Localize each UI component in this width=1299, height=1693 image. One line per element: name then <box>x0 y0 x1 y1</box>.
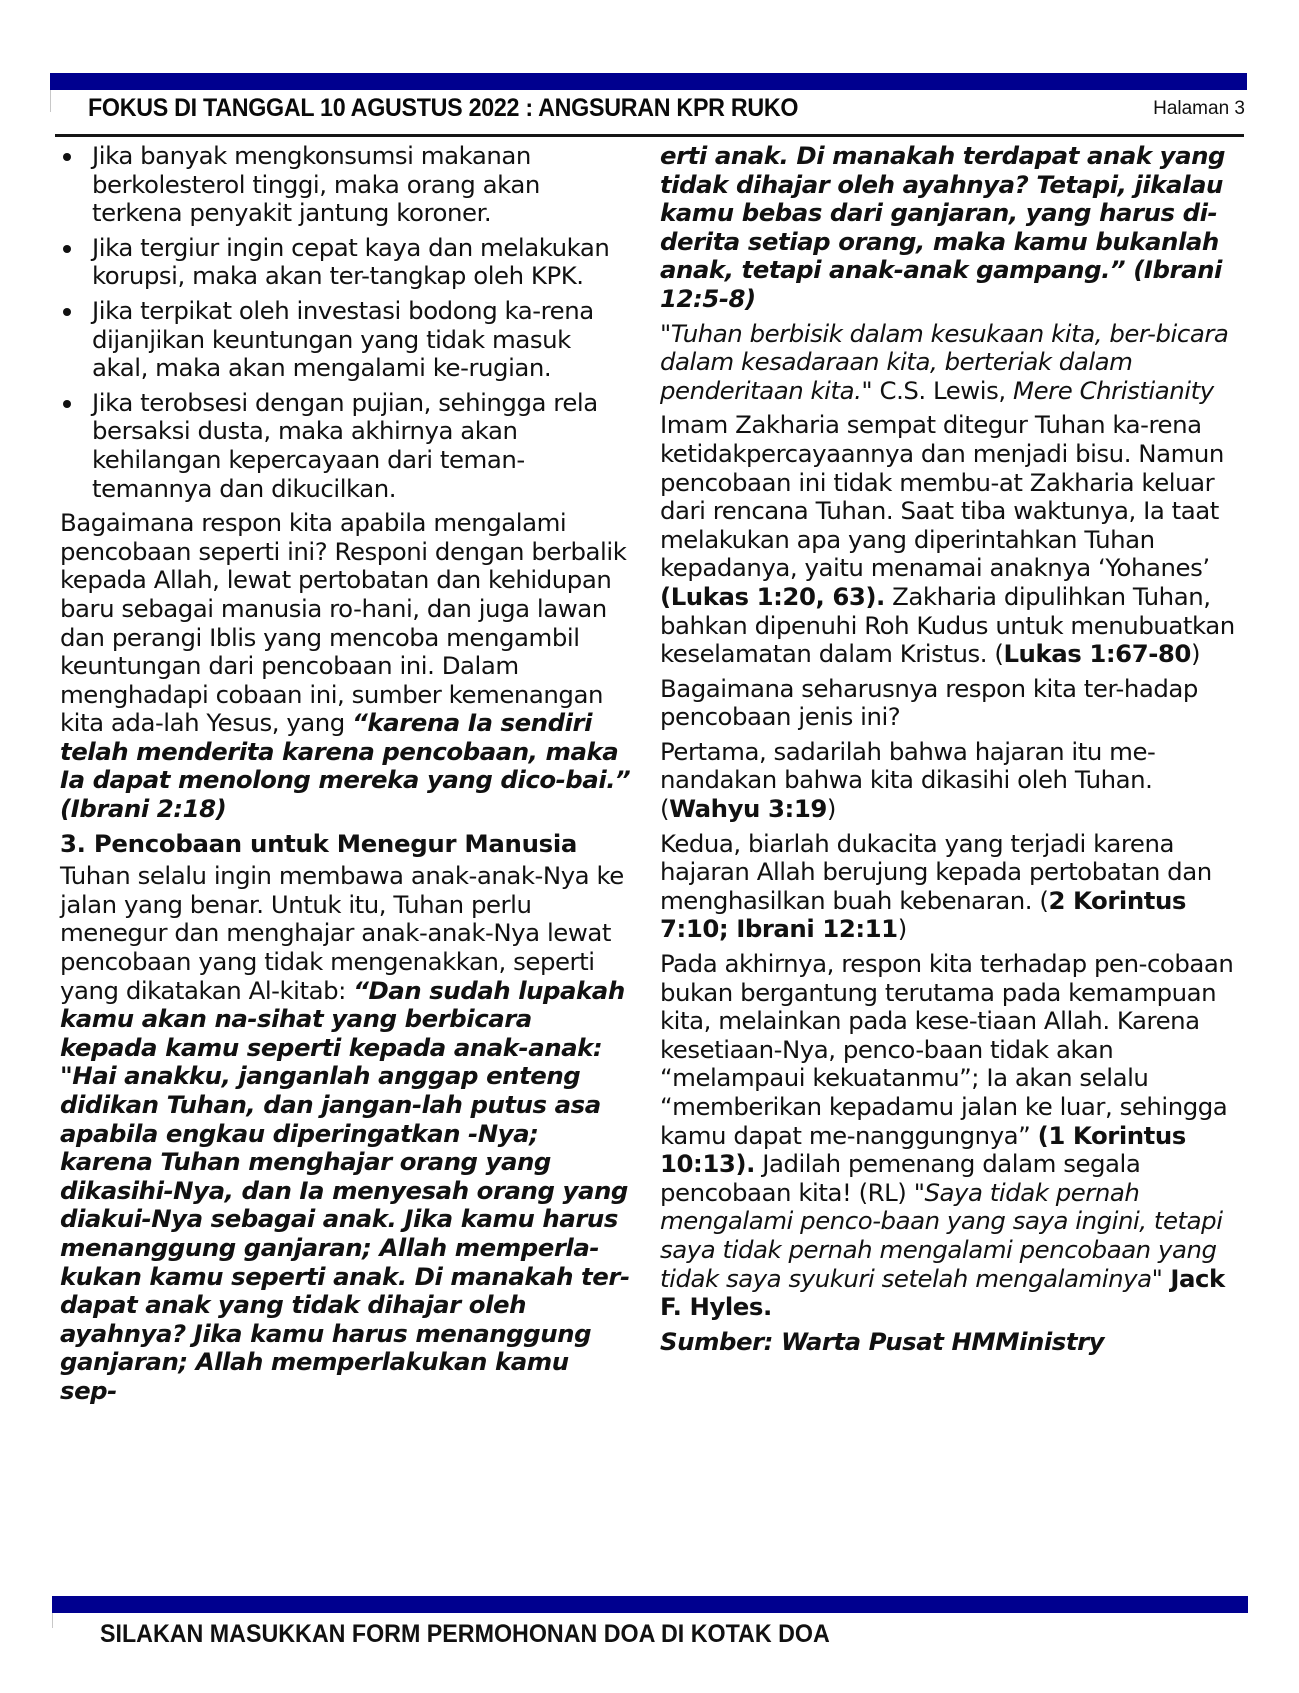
footer-bar <box>52 1596 1248 1613</box>
scripture-ref: Lukas 1:67-80 <box>1003 639 1191 669</box>
rebuke-paragraph: Tuhan selalu ingin membawa anak-anak-Nya ke jalan yang benar. Untuk itu, Tuhan perlu menegur dan menghajar anak-anak-Nya lewat pencobaan yang tidak mengenakkan, seperti yang dikatakan Al-kitab: “Dan sudah lupakah kamu akan na-sihat yang berbicara kepada kamu seperti kepada anak-anak: "Hai anakku, janganlah anggap enteng didikan Tuhan, dan jangan-lah putus asa apabila engkau diperingatkan -Nya; karena Tuhan menghajar orang yang dikasihi-Nya, dan Ia menyesah orang yang diakui-Nya sebagai anak. Jika kamu harus menanggung ganjaran; Allah memperla-kukan kamu seperti anak. Di manakah ter-dapat anak yang tidak dihajar oleh ayahnya? Jika kamu harus menanggung ganjaran; Allah memperlakukan kamu sep- <box>60 861 630 1405</box>
second-point: Kedua, biarlah dukacita yang terjadi karena hajaran Allah berujung kepada pertobatan dan menghasilkan buah kebenaran. (2 Korintus 7:10; Ibrani 12:11) <box>660 828 1212 944</box>
list-item: Jika terobsesi dengan pujian, sehingga rela bersaksi dusta, maka akhirnya akan kehilangan kepercayaan dari teman-temannya dan dikucilkan. <box>60 389 632 503</box>
header-rule <box>55 134 1244 137</box>
list-item: Jika terpikat oleh investasi bodong ka-rena dijanjikan keuntungan yang tidak masuk akal, maka akan mengalami ke-rugian. <box>60 297 632 383</box>
page-title: FOKUS DI TANGGAL 10 AGUSTUS 2022 : ANGSURAN KPR RUKO <box>88 94 799 122</box>
footer-notice: SILAKAN MASUKKAN FORM PERMOHONAN DOA DI KOTAK DOA <box>100 1620 830 1648</box>
scripture-ref: Wahyu 3:19 <box>669 794 827 824</box>
question-paragraph: Bagaimana seharusnya respon kita ter-hadap pencobaan jenis ini? <box>660 673 1198 732</box>
list-item: Jika tergiur ingin cepat kaya dan melakukan korupsi, maka akan ter-tangkap oleh KPK. <box>60 234 632 291</box>
list-item: Jika banyak mengkonsumsi makanan berkolesterol tinggi, maka orang akan terkena penyakit jantung koroner. <box>60 142 632 228</box>
page-number: Halaman 3 <box>1153 98 1245 119</box>
bullet-icon <box>63 400 71 408</box>
hyles-author: Jack F. Hyles. <box>660 1263 1225 1322</box>
response-paragraph: Bagaimana respon kita apabila mengalami pencobaan seperti ini? Responi dengan berbalik kepada Allah, lewat pertobatan dan kehidupan baru sebagai manusia ro-hani, dan juga lawan dan perangi Iblis yang mencoba mengambil keuntungan dari pencobaan ini. Dalam menghadapi cobaan ini, sumber kemenangan kita ada-lah Yesus, yang “karena Ia sendiri telah menderita karena pencobaan, maka Ia dapat menolong mereka yang dico-bai.” (Ibrani 2:18) <box>60 508 631 824</box>
scripture-quote: “karena Ia sendiri telah menderita karena pencobaan, maka Ia dapat menolong mereka yang dico-bai.” (Ibrani 2:18) <box>60 708 631 824</box>
scripture-quote-continued: erti anak. Di manakah terdapat anak yang tidak dihajar oleh ayahnya? Tetapi, jikalau kamu bebas dari ganjaran, yang harus di-derita setiap orang, maka kamu bukanlah anak, tetapi anak-anak gampang.” (Ibrani 12:5-8) <box>660 141 1226 313</box>
zakharia-paragraph: Imam Zakharia sempat ditegur Tuhan ka-rena ketidakpercayaannya dan menjadi bisu. Namun pencobaan ini tidak membu-at Zakharia keluar dari rencana Tuhan. Saat tiba waktunya, Ia taat melakukan apa yang diperintahkan Tuhan kepadanya, yaitu menamai anaknya ‘Yohanes’ (Lukas 1:20, 63). Zakharia dipulihkan Tuhan, bahkan dipenuhi Roh Kudus untuk menubuatkan keselamatan dalam Kristus. (Lukas 1:67-80) <box>660 410 1235 669</box>
section-heading: 3. Pencobaan untuk Menegur Manusia <box>60 828 578 858</box>
scripture-ref: (Lukas 1:20, 63). <box>660 581 885 611</box>
right-column <box>660 142 1250 1362</box>
left-column <box>60 142 632 1412</box>
first-point: Pertama, sadarilah bahwa hajaran itu me-nandakan bahwa kita dikasihi oleh Tuhan. (Wahyu 3:19) <box>660 736 1156 824</box>
bullet-icon <box>63 245 71 253</box>
hyles-quote: "Saya tidak pernah mengalami penco-baan yang saya ingini, tetapi saya tidak pernah mengalami pencobaan yang tidak saya syukuri setelah mengalaminya" <box>660 1177 1223 1293</box>
scripture-quote: “Dan sudah lupakah kamu akan na-sihat yang berbicara kepada kamu seperti kepada anak-anak: "Hai anakku, janganlah anggap enteng didikan Tuhan, dan jangan-lah putus asa apabila engkau diperingatkan -Nya; karena Tuhan menghajar orang yang dikasihi-Nya, dan Ia menyesah orang yang diakui-Nya sebagai anak. Jika kamu harus menanggung ganjaran; Allah memperla-kukan kamu seperti anak. Di manakah ter-dapat anak yang tidak dihajar oleh ayahnya? Jika kamu harus menanggung ganjaran; Allah memperlakukan kamu sep- <box>60 975 630 1405</box>
source-line: Sumber: Warta Pusat HMMinistry <box>660 1326 1105 1356</box>
footer-edge-line <box>52 1613 53 1628</box>
scripture-ref: (1 Korintus 10:13). <box>660 1120 1186 1179</box>
header-edge-line <box>50 90 51 112</box>
header-bar <box>50 73 1247 90</box>
scripture-ref: 2 Korintus 7:10; Ibrani 12:11 <box>660 885 1186 944</box>
bullet-icon <box>63 153 71 161</box>
bullet-list <box>60 142 632 503</box>
lewis-quote: "Tuhan berbisik dalam kesukaan kita, ber-bicara dalam kesadaraan kita, berteriak dalam penderitaan kita." C.S. Lewis, Mere Christianity <box>660 318 1229 405</box>
bullet-icon <box>63 308 71 316</box>
final-paragraph: Pada akhirnya, respon kita terhadap pen-cobaan bukan bergantung terutama pada kemampuan kita, melainkan pada kese-tiaan Allah. Karena kesetiaan-Nya, penco-baan tidak akan “melampaui kekuatanmu”; Ia akan selalu “memberikan kepadamu jalan ke luar, sehingga kamu dapat me-nanggungnya” (1 Korintus 10:13). Jadilah pemenang dalam segala pencobaan kita! (RL) "Saya tidak pernah mengalami penco-baan yang saya ingini, tetapi saya tidak pernah mengalami pencobaan yang tidak saya syukuri setelah mengalaminya" Jack F. Hyles. <box>660 949 1234 1322</box>
